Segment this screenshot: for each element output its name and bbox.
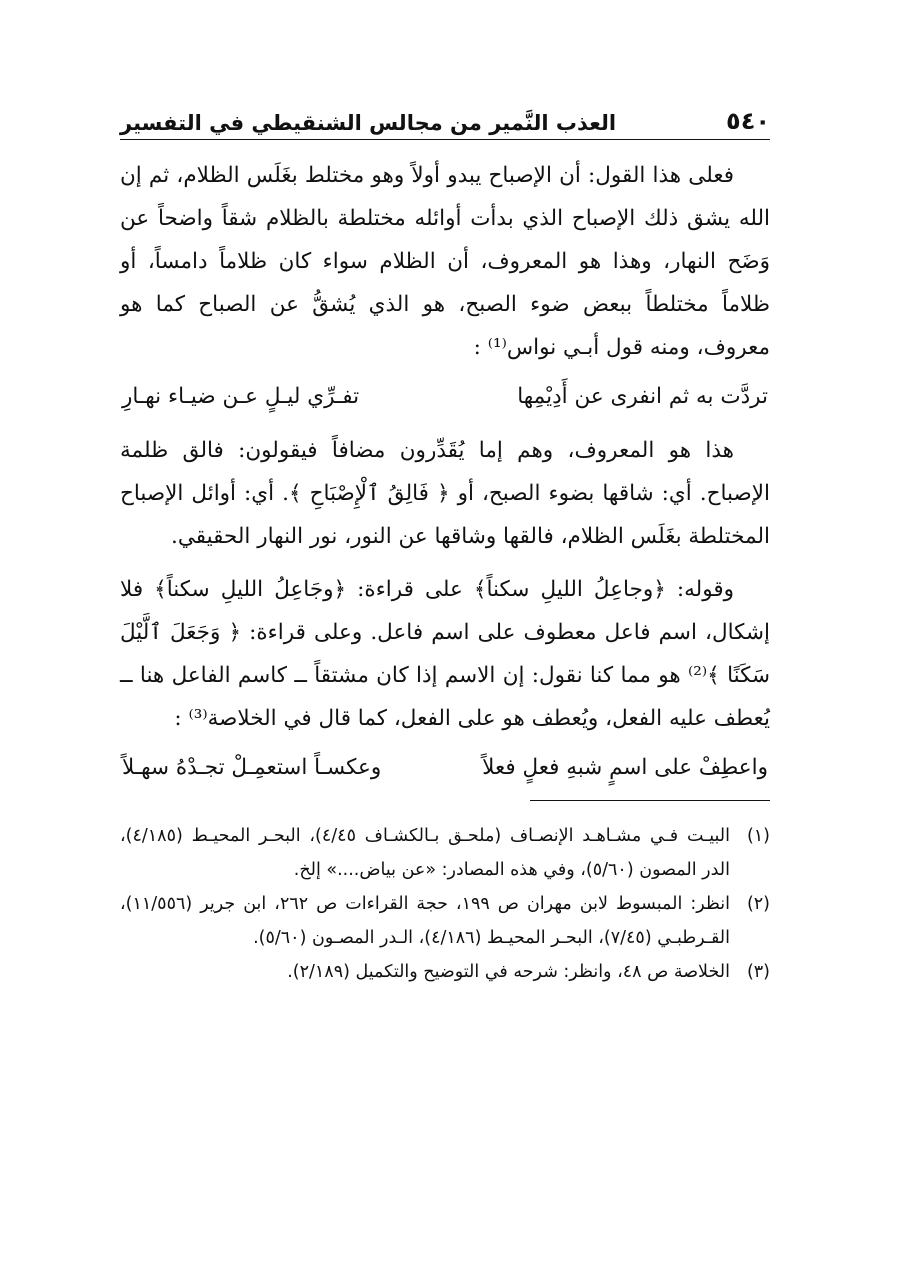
footnote-2-number: (٢) bbox=[746, 894, 770, 914]
footnotes bbox=[120, 819, 770, 989]
verse-2 bbox=[120, 746, 770, 790]
paragraph-3: وقوله: ﴿وجاعِلُ الليلِ سكناً﴾ على قراءة: ﴿وجَاعِلُ الليلِ سكناً﴾ فلا إشكال، اسم فاعل معطوف على اسم فاعل. وعلى قراءة: ﴿ وَجَعَلَ ٱلَّيْلَ سَكَنًا ﴾⁽²⁾ هو مما كنا نقول: إن الاسم إذا كان مشتقاً ــ كاسم الفاعل هنا ــ يُعطف عليه الفعل، ويُعطف هو على الفعل، كما قال في الخلاصة⁽³⁾ : bbox=[120, 577, 771, 731]
footnote-rule bbox=[530, 800, 770, 801]
verse-1 bbox=[120, 375, 770, 419]
footnote-1-number: (١) bbox=[746, 826, 770, 846]
footnote-3 bbox=[120, 955, 770, 989]
page-number: ٥٤٠ bbox=[726, 107, 770, 135]
verse-1-second-hemistich: تفـرِّي ليـلٍ عـن ضيـاء نهـارِ bbox=[122, 384, 360, 409]
verse-1-first-hemistich: تردَّت به ثم انفرى عن أَدِيْمِها bbox=[517, 384, 768, 409]
book-page bbox=[120, 95, 770, 989]
header-rule bbox=[120, 139, 770, 140]
body-text bbox=[120, 154, 770, 790]
running-title: العذب النَّمير من مجالس الشنقيطي في التفسير bbox=[120, 111, 617, 135]
paragraph-2: هذا هو المعروف، وهم إما يُقَدِّرون مضافاً فيقولون: فالق ظلمة الإصباح. أي: شاقها بضوء الصبح، أو ﴿ فَالِقُ ٱلْإِصْبَاحِ ﴾. أي: أوائل الإصباح المختلطة بغَلَس الظلام، فالقها وشاقها عن النور، نور النهار الحقيقي. bbox=[120, 438, 770, 549]
paragraph-1: فعلى هذا القول: أن الإصباح يبدو أولاً وهو مختلط بغَلَس الظلام، ثم إن الله يشق ذلك الإصباح الذي بدأت أوائله مختلطة بالظلام شقاً واضحاً عن وَضَح النهار، وهذا هو المعروف، أن الظلام سواء كان ظلاماً دامساً، أو ظلاماً مختلطاً ببعض ضوء الصبح، هو الذي يُشقُّ عن الصباح كما هو معروف، ومنه قول أبـي نواس⁽¹⁾ : bbox=[120, 163, 770, 360]
verse-2-second-hemistich: وعكسـاً استعمِـلْ تجـدْهُ سهـلاً bbox=[122, 755, 382, 780]
footnote-1 bbox=[120, 819, 770, 887]
footnote-3-text: الخلاصة ص ٤٨، وانظر: شرحه في التوضيح والتكميل (٢/١٨٩). bbox=[287, 962, 730, 982]
running-header bbox=[120, 95, 770, 135]
footnote-2-text: انظر: المبسوط لابن مهران ص ١٩٩، حجة القراءات ص ٢٦٢، ابن جرير (١١/٥٥٦)، القـرطبـي (٧/٤٥)، البحـر المحيـط (٤/١٨٦)، الـدر المصـون (٥/٦٠). bbox=[120, 894, 731, 948]
verse-2-first-hemistich: واعطِفْ على اسمٍ شبهِ فعلٍ فعلاً bbox=[482, 755, 768, 780]
footnote-1-text: البيـت فـي مشـاهـد الإنصـاف (ملحـق بـالكشـاف ٤/٤٥)، البحـر المحيـط (٤/١٨٥)، الدر المصون (٥/٦٠)، وفي هذه المصادر: «عن بياض....» إلخ. bbox=[120, 826, 731, 880]
footnote-2 bbox=[120, 887, 770, 955]
footnote-3-number: (٣) bbox=[746, 962, 770, 982]
